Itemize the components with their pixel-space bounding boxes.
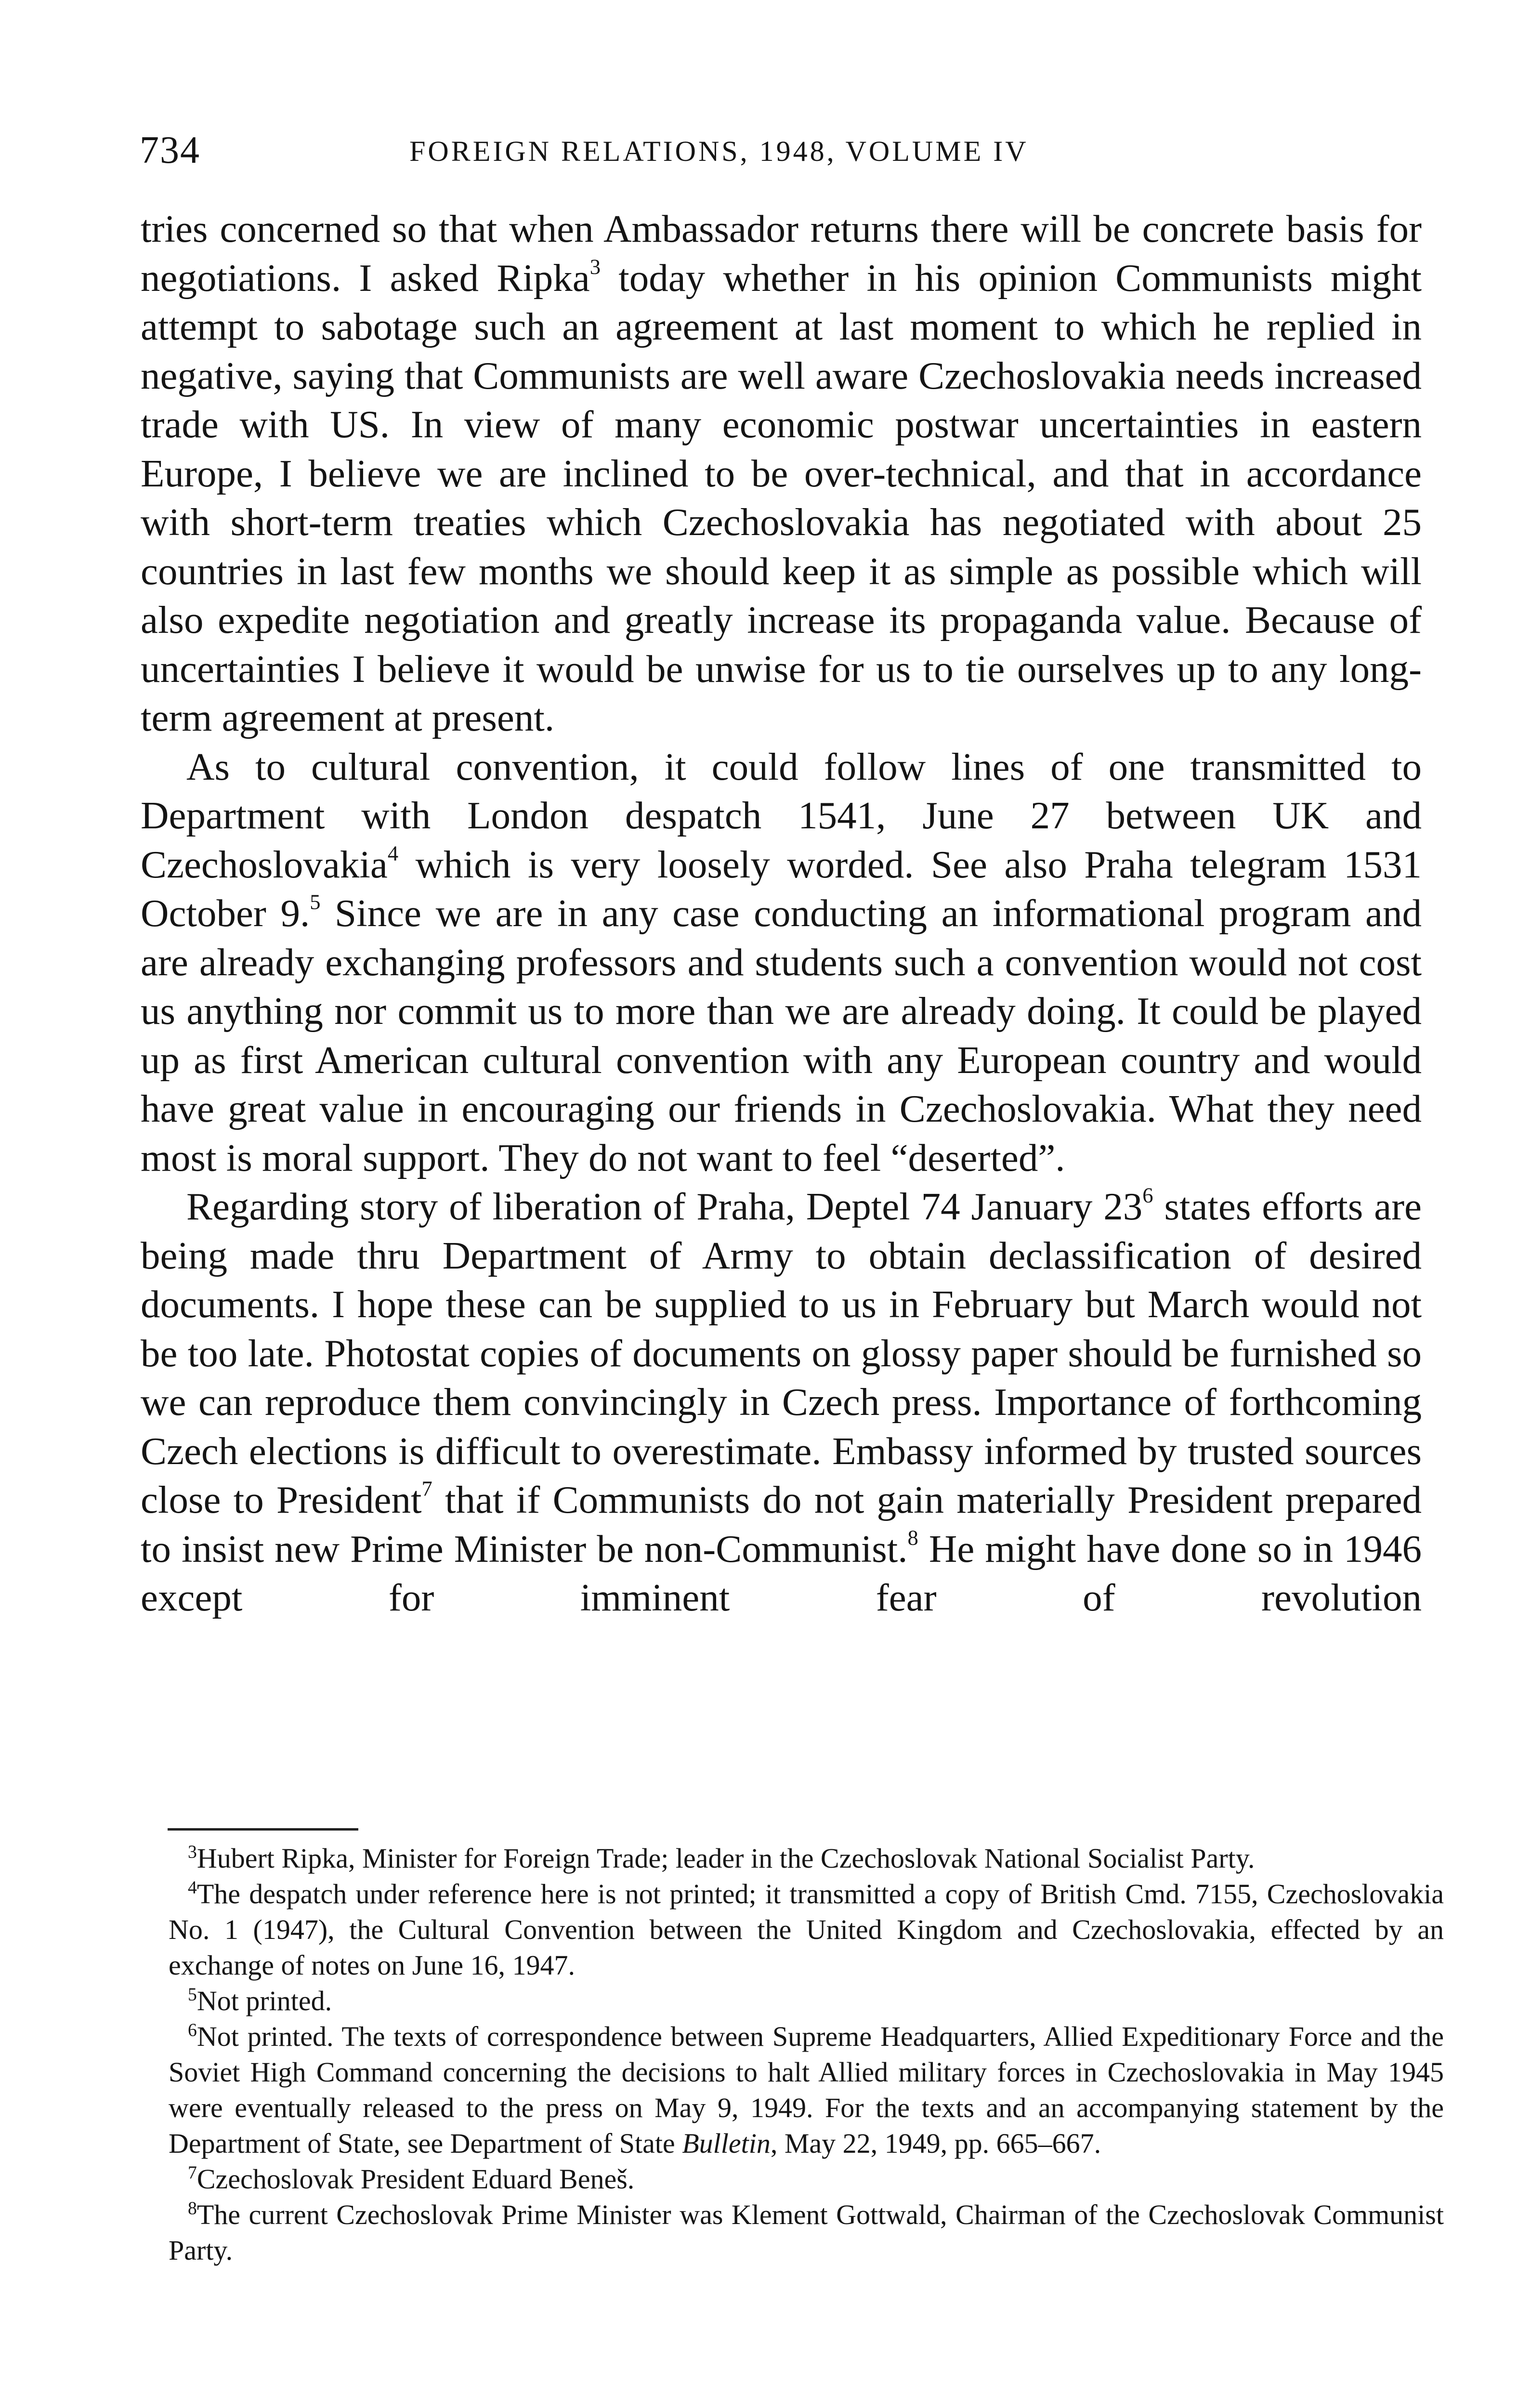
footnote-6-text-a: Not printed. The texts of correspondence between Supreme Headquarters, Allied Expeditionary Force and the Soviet High Command concerning the decisions to halt Allied military forces in Czechoslovakia in May 1945 were eventually released to the press on May 9, 1949. For the texts and an accompanying statement by the Department of State, see Department of State (169, 2021, 1444, 2159)
paragraph-1-text-b: today whether in his opinion Communists might attempt to sabotage such an agreement at last moment to which he replied in negative, saying that Communists are well aware Czechoslovakia needs increased trade with US. In view of many economic postwar uncertainties in eastern Europe, I believe we are inclined to be over-technical, and that in accordance with short-term treaties which Czechoslovakia has negotiated with about 25 countries in last few months we should keep it as simple as possible which will also expedite negotiation and greatly increase its propaganda value. Because of uncertainties I believe it would be unwise for us to tie ourselves up to any long-term agreement at present. (141, 256, 1422, 739)
footnote-3-label: 3 (188, 1842, 197, 1862)
footnote-divider (168, 1828, 358, 1831)
footnote-3 (169, 1841, 1444, 1876)
footnote-6-label: 6 (188, 2020, 197, 2041)
paragraph-2-text-a: As to cultural convention, it could follow lines of one transmitted to Department with London despatch 1541, June 27 between UK and Czechoslovakia (141, 745, 1422, 886)
footnote-3-text: Hubert Ripka, Minister for Foreign Trade; leader in the Czechoslovak National Socialist Party. (196, 1843, 1255, 1874)
page-header (140, 126, 1440, 179)
paragraph-2-text-b: which is very loosely worded. See also Praha telegram 1531 October 9. (141, 842, 1422, 935)
footnote-8-text: The current Czechoslovak Prime Minister was Klement Gottwald, Chairman of the Czechoslovak Communist Party. (169, 2199, 1444, 2266)
paragraph-3-text-a: Regarding story of liberation of Praha, Deptel 74 January 23 (186, 1185, 1143, 1228)
footnote-4 (169, 1876, 1444, 1983)
paragraph-2-text-c: Since we are in any case conducting an informational program and are already exchanging professors and students such a convention would not cost us anything nor commit us to more than we are already doing. It could be played up as first American cultural convention with any European country and would have great value in encouraging our friends in Czechoslovakia. What they need most is moral support. They do not want to feel “deserted”. (141, 891, 1422, 1179)
footnote-ref-8: 8 (907, 1525, 918, 1549)
footnote-7 (169, 2161, 1444, 2197)
footnote-5-label: 5 (188, 1984, 197, 2005)
paragraph-1-text-a: tries concerned so that when Ambassador returns there will be concrete basis for negotiations. I asked Ripka (141, 207, 1422, 300)
running-head: FOREIGN RELATIONS, 1948, VOLUME IV (409, 135, 1029, 167)
footnote-6-bulletin-title: Bulletin (682, 2128, 771, 2159)
paragraph-3 (141, 1182, 1422, 1623)
footnote-8 (169, 2197, 1444, 2268)
page-number: 734 (140, 129, 200, 171)
footnote-5 (169, 1983, 1444, 2019)
footnote-7-text: Czechoslovak President Eduard Beneš. (196, 2163, 635, 2195)
footnote-6 (169, 2019, 1444, 2161)
footnote-5-text: Not printed. (196, 1985, 332, 2016)
main-text (141, 205, 1422, 1623)
footnote-ref-3: 3 (589, 254, 601, 278)
footnote-ref-5: 5 (310, 890, 321, 914)
footnote-4-text: The despatch under reference here is not printed; it transmitted a copy of British Cmd. 7155, Czechoslovakia No. 1 (1947), the Cultural Convention between the United Kingdom and Czechoslovakia, effected by an exchange of notes on June 16, 1947. (169, 1878, 1444, 1981)
footnote-4-label: 4 (188, 1877, 197, 1898)
footnote-7-label: 7 (188, 2162, 197, 2183)
footnote-ref-7: 7 (421, 1476, 432, 1501)
footnotes (169, 1841, 1444, 2268)
footnote-6-text-b: , May 22, 1949, pp. 665–667. (770, 2128, 1101, 2159)
paragraph-1 (141, 205, 1422, 743)
footnote-ref-6: 6 (1142, 1183, 1153, 1207)
paragraph-3-text-b: states efforts are being made thru Department of Army to obtain declassification of desired documents. I hope these can be supplied to us in February but March would not be too late. Photostat copies of documents on glossy paper should be furnished so we can reproduce them convincingly in Czech press. Importance of forthcoming Czech elections is difficult to overestimate. Embassy informed by trusted sources close to President (141, 1185, 1422, 1521)
paragraph-3-text-d: He might have done so in 1946 except for imminent fear of revolution (141, 1527, 1422, 1619)
footnote-8-label: 8 (188, 2198, 197, 2219)
footnote-ref-4: 4 (387, 840, 399, 865)
paragraph-2 (141, 743, 1422, 1183)
paragraph-3-text-c: that if Communists do not gain materially President prepared to insist new Prime Minister be non-Communist. (141, 1478, 1422, 1570)
